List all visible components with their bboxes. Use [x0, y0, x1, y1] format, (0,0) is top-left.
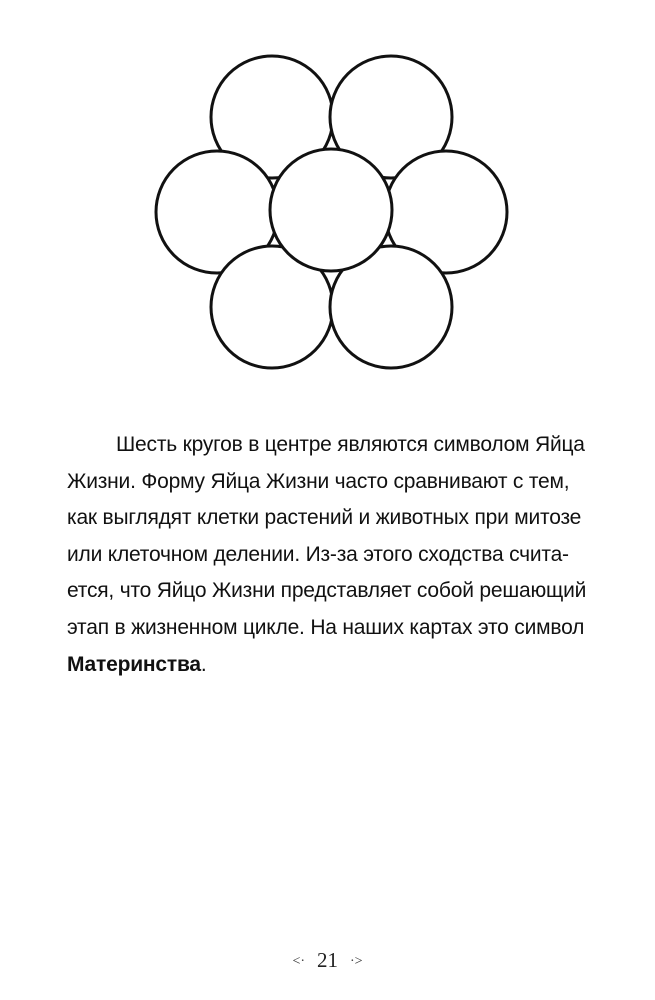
right-ornament-icon: ·> — [350, 954, 363, 970]
page-number: 21 — [317, 948, 338, 972]
paragraph-line-2: Жизни. Форму Яйца Жизни часто сравнивают с тем, — [67, 469, 570, 493]
bold-keyword: Материнства — [67, 652, 201, 676]
circle-center — [270, 149, 392, 271]
paragraph-line-5: ется, что Яйцо Жизни представляет собой решающий — [67, 579, 587, 603]
description-paragraph — [67, 427, 607, 683]
paragraph-line-7 — [67, 647, 607, 684]
paragraph-line-1: Шесть кругов в центре являются символом Яйца — [116, 433, 585, 456]
paragraph-line-6: этап в жизненном цикле. На наших картах это символ — [67, 615, 585, 639]
paragraph-end-punct: . — [200, 652, 207, 676]
paragraph-line-3: как выглядят клетки растений и животных при митозе — [67, 506, 582, 530]
paragraph-line-4: или клеточном делении. Из-за этого сходства счита- — [67, 542, 569, 566]
page-footer — [0, 948, 655, 973]
egg-of-life-diagram — [0, 0, 655, 400]
left-ornament-icon: <· — [292, 954, 305, 970]
egg-of-life-figure — [0, 0, 655, 400]
